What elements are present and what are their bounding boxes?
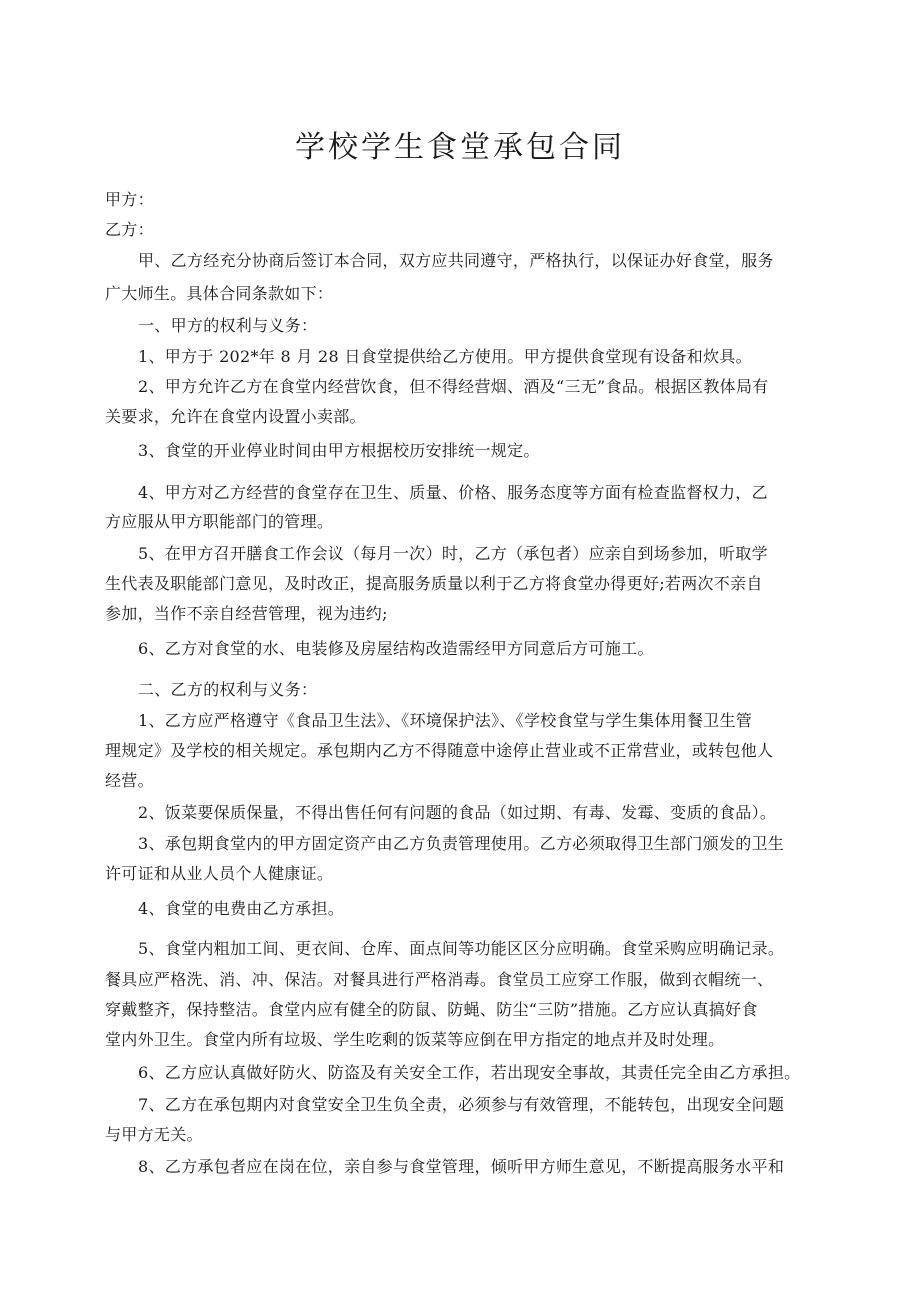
clause-line: 6、乙方对食堂的水、电装修及房屋结构改造需经甲方同意后方可施工。: [138, 639, 654, 658]
clause-line: 1、乙方应严格遵守《食品卫生法》、《环境保护法》、《学校食堂与学生集体用餐卫生管: [138, 711, 753, 730]
clause-line: 参加，当作不亲自经营管理，视为违约;: [105, 604, 388, 623]
section-heading: 一、甲方的权利与义务：: [138, 316, 318, 335]
preamble-line: 甲、乙方经充分协商后签订本合同，双方应共同遵守，严格执行，以保证办好食堂，服务: [138, 251, 774, 270]
clause-line: 餐具应严格洗、消、冲、保洁。对餐具进行严格消毒。食堂员工应穿工作服，做到衣帽统一、: [105, 970, 774, 989]
clause-line: 穿戴整齐，保持整洁。食堂内应有健全的防鼠、防蝇、防尘“三防”措施。乙方应认真搞好食: [105, 1000, 758, 1019]
preamble-line: 广大师生。具体合同条款如下：: [105, 284, 334, 303]
clause-line: 5、在甲方召开膳食工作会议（每月一次）时，乙方（承包者）应亲自到场参加，听取学: [138, 544, 768, 563]
clause-line: 2、饭菜要保质保量，不得出售任何有问题的食品（如过期、有毒、发霉、变质的食品）。: [138, 803, 777, 822]
clause-line: 3、食堂的开业停业时间由甲方根据校历安排统一规定。: [138, 441, 540, 460]
clause-line: 许可证和从业人员个人健康证。: [105, 864, 334, 883]
clause-line: 2、甲方允许乙方在食堂内经营饮食，但不得经营烟、酒及“三无”食品。根据区教体局有: [138, 377, 769, 396]
clause-line: 7、乙方在承包期内对食堂安全卫生负全责，必须参与有效管理，不能转包，出现安全问题: [138, 1095, 785, 1114]
clause-line: 8、乙方承包者应在岗在位，亲自参与食堂管理，倾听甲方师生意见，不断提高服务水平和: [138, 1157, 785, 1176]
party-b-line: 乙方：: [105, 220, 154, 239]
clause-line: 3、承包期食堂内的甲方固定资产由乙方负责管理使用。乙方必须取得卫生部门颁发的卫生: [138, 834, 785, 853]
clause-line: 方应服从甲方职能部门的管理。: [105, 512, 334, 531]
clause-line: 理规定》及学校的相关规定。承包期内乙方不得随意中途停止营业或不正常营业，或转包他人: [105, 741, 774, 760]
clause-line: 生代表及职能部门意见，及时改正，提高服务质量以利于乙方将食堂办得更好;若两次不亲自: [105, 574, 763, 593]
clause-line: 经营。: [105, 771, 154, 790]
clause-line: 6、乙方应认真做好防火、防盗及有关安全工作，若出现安全事故，其责任完全由乙方承担。: [138, 1063, 801, 1082]
section-heading: 二、乙方的权利与义务：: [138, 680, 318, 699]
clause-line: 4、甲方对乙方经营的食堂存在卫生、质量、价格、服务态度等方面有检查监督权力，乙: [138, 483, 768, 502]
party-a-line: 甲方：: [105, 190, 154, 209]
clause-line: 1、甲方于 202*年 8 月 28 日食堂提供给乙方使用。甲方提供食堂现有设备和炊具。: [138, 347, 752, 366]
clause-line: 与甲方无关。: [105, 1125, 203, 1144]
clause-line: 5、食堂内粗加工间、更衣间、仓库、面点间等功能区区分应明确。食堂采购应明确记录。: [138, 939, 785, 958]
clause-line: 关要求，允许在食堂内设置小卖部。: [105, 407, 366, 426]
clause-line: 4、食堂的电费由乙方承担。: [138, 899, 345, 918]
contract-title: 学校学生食堂承包合同: [295, 130, 625, 165]
clause-line: 堂内外卫生。食堂内所有垃圾、学生吃剩的饭菜等应倒在甲方指定的地点并及时处理。: [105, 1030, 725, 1049]
